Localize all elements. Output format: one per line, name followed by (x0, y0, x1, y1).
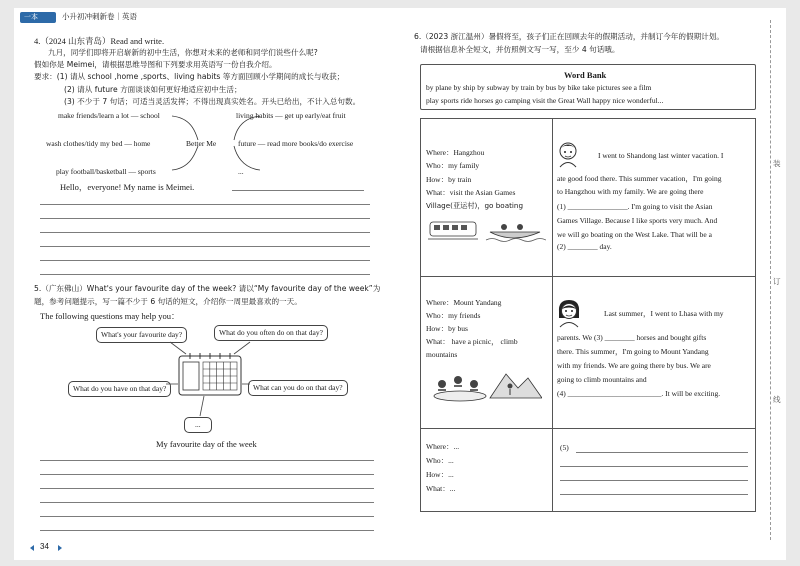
q4-answer-line[interactable] (40, 246, 370, 247)
word-bank-row-2: play sports ride horses go camping visit the Great Wall happy nice wonderful... (426, 96, 664, 105)
q5-answer-line[interactable] (40, 530, 374, 531)
prev-page-arrow[interactable] (30, 545, 34, 551)
row2-what-1: What： have a picnic， climb (426, 337, 518, 346)
q4-answer-line[interactable] (40, 274, 370, 275)
row3-where: Where：... (426, 442, 460, 451)
question-bubble-often-do: What do you often do on that day? (214, 325, 328, 341)
girl-avatar-icon (556, 298, 582, 328)
q4-req-1: 要求：(1) 请从 school ,home ,sports、living habits 等方面回顾小学期间的成长与收获； (34, 72, 345, 81)
q5-essay-title: My favourite day of the week (156, 439, 257, 449)
q4-answer-line[interactable] (40, 204, 370, 205)
question-bubble-can-do: What can you do on that day? (248, 380, 348, 396)
bubble-connectors (150, 340, 280, 420)
q6-heading: 6.（2023 浙江温州）暑假将至，孩子们正在回顾去年的假期活动，并制订今年的假期计划。 (414, 32, 724, 41)
mind-map-home: wash clothes/tidy my bed — home (46, 139, 151, 148)
row1-who: Who：my family (426, 161, 480, 170)
q4-req-3: (3) 不少于 7 句话；可适当灵活发挥；不得出现真实姓名。开头已给出，不计入总句数。 (64, 97, 361, 106)
q5-answer-line[interactable] (40, 474, 374, 475)
mind-map-sports: play football/basketball — sports (56, 167, 156, 176)
q4-answer-line[interactable] (40, 218, 370, 219)
row1-what-1: What：visit the Asian Games (426, 188, 516, 197)
q4-answer-line[interactable] (40, 232, 370, 233)
margin-char-1: 装 (773, 159, 781, 168)
word-bank-row-1: by plane by ship by subway by train by bus by bike take pictures see a film (426, 83, 652, 92)
row2-text-6: (4) _________________________. It will be exciting. (557, 389, 721, 398)
mind-map-future: future — read more books/do exercise (238, 139, 354, 148)
q4-intro-2: 假如你是 Meimei，请根据思维导图和下列要求用英语写一份自我介绍。 (34, 60, 277, 69)
table-divider-row-1 (420, 276, 756, 277)
row1-how: How：by train (426, 175, 472, 184)
question-bubble-have: What do you have on that day? (68, 381, 171, 397)
row1-text-2: ate good food there. This summer vacation，I'm going (557, 174, 722, 183)
q4-answer-line[interactable] (40, 260, 370, 261)
header-logo-text: 一本 (24, 13, 38, 21)
question-bubble-more: ... (184, 417, 212, 433)
row1-text-4: (1) ________________. I'm going to visit the Asian (557, 202, 713, 211)
q5-answer-line[interactable] (40, 502, 374, 503)
row2-text-4: with my friends. We are going there by bus. We are (557, 361, 711, 370)
row2-text-3: there. This summer，I'm going to Mount Yandang (557, 347, 709, 356)
row1-text-3: to Hangzhou with my family. We are going there (557, 187, 704, 196)
mind-map-more: ... (238, 167, 244, 176)
q4-answer-line[interactable] (232, 190, 364, 191)
q4-heading: 4.（2024 山东青岛）Read and write. (34, 36, 165, 46)
row1-text-6: we will go boating on the West Lake. That will be a (557, 230, 712, 239)
picnic-mountain-illustration (430, 364, 542, 404)
row1-text-5: Games Village. Because I like sports very much. And (557, 216, 718, 225)
word-bank-title: Word Bank (564, 70, 607, 80)
row2-text-5: going to climb mountains and (557, 375, 647, 384)
q5-intro: 题，参考问题提示，写一篇不少于 6 句话的短文，介绍你一周里最喜欢的一天。 (34, 297, 302, 306)
next-page-arrow[interactable] (58, 545, 62, 551)
mind-map-center: Better Me (186, 139, 217, 148)
row2-how: How：by bus (426, 324, 468, 333)
question-bubble-favourite-day: What's your favourite day? (96, 327, 187, 343)
q5-answer-line[interactable] (40, 516, 374, 517)
row1-text-1: I went to Shandong last winter vacation. I (598, 151, 724, 160)
row3-how: How：... (426, 470, 454, 479)
row3-answer-line[interactable] (560, 466, 748, 467)
margin-char-2: 订 (773, 277, 781, 286)
row2-where: Where：Mount Yandang (426, 298, 502, 307)
q5-answer-line[interactable] (40, 488, 374, 489)
table-divider-vertical (552, 118, 553, 512)
row1-where: Where：Hangzhou (426, 148, 485, 157)
row3-who: Who：... (426, 456, 454, 465)
header-title: 小升初冲刺新卷｜英语 (62, 12, 137, 21)
row2-text-1: Last summer，I went to Lhasa with my (604, 309, 724, 318)
q4-req-2: (2) 请从 future 方面谈谈如何更好地适应初中生活； (64, 85, 242, 94)
row3-answer-line[interactable] (560, 494, 748, 495)
q5-help-text: The following questions may help you： (40, 311, 180, 321)
q4-intro-1: 九月，同学们即将开启崭新的初中生活，你想对未来的老师和同学们说些什么呢? (48, 48, 318, 57)
q4-start-sentence: Hello，everyone! My name is Meimei. (60, 182, 195, 192)
q5-heading: 5.（广东佛山）What's your favourite day of the week? 请以“My favourite day of the week”为 (34, 284, 381, 293)
row2-what-2: mountains (426, 350, 458, 359)
row3-answer-line[interactable] (576, 452, 748, 453)
page-number: 34 (40, 542, 49, 551)
boy-avatar-icon (556, 140, 580, 168)
row3-blank-label: (5) (560, 443, 569, 452)
row1-text-7: (2) ________ day. (557, 242, 612, 251)
row3-what: What：... (426, 484, 456, 493)
q5-answer-line[interactable] (40, 460, 374, 461)
table-divider-row-2 (420, 428, 756, 429)
row2-text-2: parents. We (3) ________ horses and bought gifts (557, 333, 707, 342)
row3-answer-line[interactable] (560, 480, 748, 481)
train-and-boat-illustration (428, 216, 546, 246)
mind-map-school: make friends/learn a lot — school (58, 111, 160, 120)
row1-what-2: Village(亚运村)，go boating (426, 201, 524, 210)
row2-who: Who：my friends (426, 311, 481, 320)
binding-line (770, 20, 771, 540)
q6-intro: 请根据信息补全短文，并仿照例文写一写，至少 4 句话哦。 (420, 45, 620, 54)
margin-char-3: 线 (773, 395, 781, 404)
mind-map-living-habits: living habits — get up early/eat fruit (236, 111, 346, 120)
